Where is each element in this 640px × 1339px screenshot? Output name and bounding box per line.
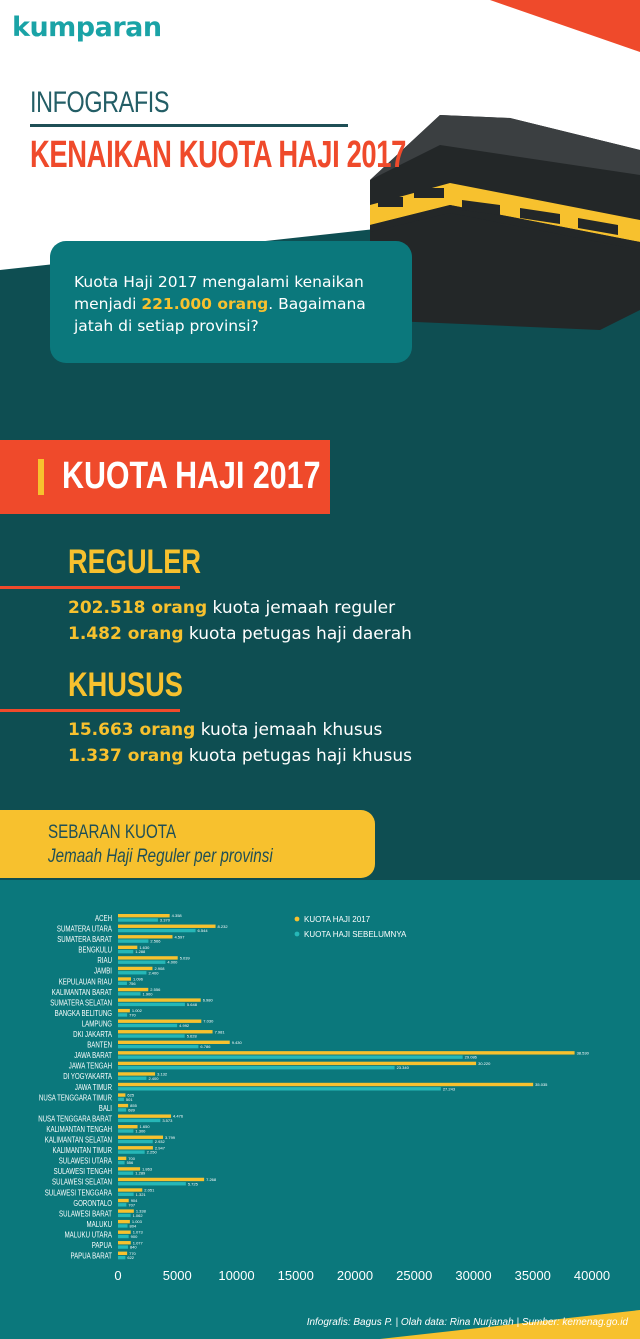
bar-value-label: 1.650 — [139, 1124, 150, 1130]
bar-value-label: 625 — [127, 1092, 135, 1098]
bar — [118, 1193, 134, 1196]
bar-value-label: 1.073 — [132, 1229, 143, 1235]
category-label: PAPUA BARAT — [70, 1250, 112, 1261]
category-label: JAWA BARAT — [74, 1050, 112, 1061]
chart-title: SEBARAN KUOTA — [48, 822, 177, 843]
category-label: SULAWESI TENGAH — [53, 1166, 112, 1177]
bar — [118, 1119, 160, 1122]
reguler-stat-1-text: kuota jemaah reguler — [207, 598, 396, 618]
x-tick-label: 40000 — [573, 1268, 611, 1284]
intro-highlight: 221.000 orang — [141, 295, 269, 313]
quota-bar-chart — [0, 880, 640, 1310]
category-label: BENGKULU — [78, 944, 112, 955]
bar-value-label: 7.981 — [214, 1029, 225, 1035]
khusus-stat-2-text: kuota petugas haji khusus — [183, 746, 412, 766]
bar-value-label: 4.992 — [179, 1023, 190, 1028]
bar-value-label: 770 — [129, 1250, 136, 1256]
bar-value-label: 1.338 — [135, 1208, 146, 1214]
category-label: KALIMANTAN SELATAN — [44, 1134, 112, 1145]
x-tick-label: 15000 — [277, 1268, 314, 1284]
bar — [118, 1003, 185, 1006]
bar-value-label: 3.370 — [159, 917, 170, 923]
bar — [118, 1256, 125, 1259]
bar-value-label: 770 — [129, 1012, 136, 1018]
reguler-stat-2-text: kuota petugas haji daerah — [183, 624, 412, 644]
legend-swatch — [295, 917, 300, 922]
legend-swatch — [295, 932, 300, 937]
bar-value-label: 1.003 — [131, 1219, 142, 1225]
bar — [118, 1083, 533, 1086]
x-tick-label: 20000 — [336, 1268, 374, 1284]
bar-value-label: 5.725 — [187, 1181, 198, 1187]
bar-value-label: 2.947 — [154, 1145, 165, 1151]
khusus-heading: KHUSUS — [68, 666, 183, 704]
bar-value-label: 2.400 — [148, 970, 159, 976]
bar-value-label: 1.288 — [135, 949, 146, 955]
bar-value-label: 35.035 — [535, 1082, 548, 1087]
bar — [118, 1235, 129, 1238]
khusus-stat-1 — [68, 720, 382, 740]
bar-value-label: 2.556 — [150, 987, 161, 993]
bar-value-label: 1.002 — [131, 1008, 142, 1014]
bar-value-label: 756 — [128, 980, 136, 986]
brand-logo[interactable]: kumparan — [12, 12, 162, 43]
category-label: KALIMANTAN TENGAH — [46, 1123, 112, 1135]
bar-value-label: 3.799 — [165, 1134, 176, 1140]
category-label: GORONTALO — [73, 1197, 112, 1209]
category-label: MALUKU — [86, 1218, 112, 1230]
bar-value-label: 7.268 — [206, 1176, 217, 1182]
title-divider — [30, 124, 348, 127]
category-label: RIAU — [97, 955, 112, 966]
bar — [118, 1203, 126, 1206]
bar — [118, 1066, 395, 1069]
bar-value-label: 1.300 — [135, 1128, 146, 1134]
bar-value-label: 4.476 — [173, 1113, 184, 1119]
khusus-stat-1-number: 15.663 orang — [68, 720, 196, 740]
bar-value-label: 4.358 — [171, 913, 182, 919]
bar — [118, 1140, 153, 1143]
bar — [118, 1172, 133, 1175]
bar — [118, 1062, 476, 1065]
bar — [118, 1224, 128, 1227]
bar — [118, 1209, 134, 1212]
category-label: NUSA TENGGARA BARAT — [38, 1113, 113, 1124]
intro-line-3: jatah di setiap provinsi? — [74, 317, 259, 335]
bar-value-label: 2.051 — [144, 1187, 155, 1193]
bar — [118, 1104, 128, 1107]
bar-value-label: 9.430 — [231, 1039, 242, 1045]
bar — [118, 1231, 131, 1234]
category-label: KEPULAUAN RIAU — [58, 976, 112, 987]
category-label: SULAWESI SELATAN — [52, 1176, 112, 1188]
category-label: BALI — [98, 1102, 112, 1114]
x-tick-label: 5000 — [162, 1268, 192, 1284]
category-label: DI YOGYAKARTA — [63, 1071, 112, 1082]
bar — [118, 1199, 129, 1202]
bar-value-label: 622 — [127, 1255, 135, 1261]
category-label: KALIMANTAN TIMUR — [52, 1145, 112, 1156]
bar-value-label: 3.573 — [162, 1117, 173, 1123]
bar — [118, 1161, 125, 1164]
intro-line-2 — [74, 293, 394, 315]
intro-line-2-suffix: . Bagaimana — [268, 295, 366, 313]
bar-value-label: 29.086 — [464, 1054, 477, 1060]
category-label: DKI JAKARTA — [73, 1029, 112, 1040]
bar-value-label: 27.243 — [442, 1086, 456, 1092]
bar — [118, 939, 148, 942]
reguler-stat-1 — [68, 598, 395, 618]
bar — [118, 1087, 441, 1090]
bar-value-label: 1.077 — [132, 1240, 143, 1246]
bar-value-label: 4.597 — [174, 934, 185, 940]
bar-value-label: 8.232 — [217, 923, 228, 929]
bar-value-label: 556 — [126, 1160, 134, 1166]
header-eyebrow: INFOGRAFIS — [30, 86, 170, 119]
bar — [118, 971, 146, 974]
bar — [118, 1024, 177, 1027]
intro-box — [50, 241, 412, 363]
intro-line-1: Kuota Haji 2017 mengalami kenaikan — [74, 273, 364, 291]
bar — [118, 1009, 130, 1012]
bar-value-label: 707 — [128, 1202, 136, 1208]
category-label: JAWA TENGAH — [68, 1060, 112, 1071]
category-label: LAMPUNG — [81, 1018, 112, 1029]
bar — [118, 967, 152, 970]
x-tick-label: 10000 — [218, 1268, 255, 1284]
bar — [118, 1030, 213, 1033]
category-label: BANGKA BELITUNG — [54, 1007, 112, 1019]
bar — [118, 1093, 125, 1096]
khusus-divider — [0, 709, 180, 712]
bar-value-label: 840 — [129, 1244, 137, 1250]
bar-value-label: 700 — [128, 1155, 135, 1161]
reguler-stat-2 — [68, 624, 412, 644]
bar-value-label: 1.630 — [139, 944, 150, 950]
reguler-divider — [0, 586, 180, 589]
bar-value-label: 855 — [130, 1103, 137, 1109]
bar-value-label: 6.786 — [200, 1044, 211, 1050]
bar-value-label: 1.289 — [135, 1170, 146, 1176]
category-label: SULAWESI TENGGARA — [44, 1187, 112, 1198]
legend-label: KUOTA HAJI SEBELUMNYA — [304, 930, 407, 939]
bar-value-label: 5.648 — [186, 1001, 197, 1007]
bar-value-label: 23.340 — [396, 1065, 409, 1071]
bar — [118, 1055, 463, 1058]
bar — [118, 992, 141, 995]
bar-value-label: 904 — [130, 1198, 138, 1204]
category-label: ACEH — [95, 912, 112, 924]
bar — [118, 1129, 133, 1132]
bar — [118, 1157, 126, 1160]
bar-value-label: 38.530 — [576, 1050, 589, 1056]
category-label: KALIMANTAN BARAT — [51, 986, 112, 998]
bar — [118, 1098, 124, 1101]
bar — [118, 982, 127, 985]
bar-value-label: 804 — [129, 1223, 137, 1229]
bar-value-label: 2.250 — [146, 1149, 157, 1155]
category-label: SUMATERA UTARA — [56, 923, 112, 934]
corner-accent — [490, 0, 640, 52]
legend-label: KUOTA HAJI 2017 — [304, 915, 371, 924]
credits: Infografis: Bagus P. | Olah data: Rina Nurjanah | Sumber: kemenag.go.id — [306, 1317, 628, 1328]
category-label: PAPUA — [91, 1240, 112, 1251]
bar-value-label: 1.900 — [142, 991, 153, 997]
page-title: KENAIKAN KUOTA HAJI 2017 — [30, 134, 406, 176]
category-label: MALUKU UTARA — [64, 1229, 112, 1240]
bar — [118, 1245, 128, 1248]
chart-subtitle: Jemaah Haji Reguler per provinsi — [48, 846, 273, 867]
bar-value-label: 2.932 — [154, 1139, 165, 1145]
bar — [118, 935, 172, 938]
bar — [118, 918, 158, 921]
bar — [118, 1034, 185, 1037]
bar-value-label: 4.000 — [167, 959, 178, 965]
bar-value-label: 2.400 — [148, 1075, 159, 1081]
bar — [118, 1241, 131, 1244]
x-tick-label: 30000 — [455, 1268, 492, 1284]
bar — [118, 1108, 126, 1111]
bar — [118, 1041, 230, 1044]
category-label: SULAWESI UTARA — [58, 1155, 112, 1166]
bar — [118, 1182, 186, 1185]
x-tick-label: 35000 — [514, 1268, 551, 1284]
bar-value-label: 6.544 — [197, 928, 208, 934]
bar-value-label: 2.908 — [154, 965, 165, 971]
reguler-stat-2-number: 1.482 orang — [68, 624, 184, 644]
x-tick-label: 25000 — [396, 1268, 433, 1284]
bar — [118, 929, 196, 932]
bar — [118, 1220, 130, 1223]
section-banner-accent — [38, 459, 44, 495]
bar-value-label: 2.566 — [150, 938, 161, 944]
reguler-heading: REGULER — [68, 543, 201, 581]
category-label: SULAWESI BARAT — [59, 1208, 112, 1219]
bar-value-label: 7.030 — [203, 1018, 214, 1024]
bar-value-label: 6.980 — [202, 997, 213, 1003]
bar-value-label: 5.628 — [186, 1033, 197, 1039]
bar — [118, 1077, 146, 1080]
bar — [118, 1045, 198, 1048]
bar-value-label: 1.863 — [142, 1166, 153, 1172]
bar-value-label: 689 — [128, 1107, 135, 1113]
bar-value-label: 501 — [125, 1096, 133, 1102]
category-label: JAMBI — [94, 965, 112, 977]
bar — [118, 950, 133, 953]
bar — [118, 1051, 575, 1054]
bar — [118, 1252, 127, 1255]
bar-value-label: 1.321 — [135, 1191, 146, 1197]
bar — [118, 1013, 127, 1016]
intro-line-2-prefix: menjadi — [74, 295, 142, 313]
bar-value-label: 1.062 — [132, 1212, 143, 1218]
khusus-stat-2-number: 1.337 orang — [68, 746, 184, 766]
khusus-stat-2 — [68, 746, 412, 766]
khusus-stat-1-text: kuota jemaah khusus — [195, 720, 383, 740]
bar-value-label: 5.039 — [179, 955, 190, 961]
bar-value-label: 1.096 — [132, 976, 144, 982]
category-label: BANTEN — [87, 1039, 112, 1050]
x-tick-label: 0 — [114, 1268, 122, 1284]
category-label: SUMATERA BARAT — [57, 934, 112, 945]
category-label: SUMATERA SELATAN — [50, 997, 112, 1008]
category-label: NUSA TENGGARA TIMUR — [38, 1092, 112, 1103]
bar-value-label: 900 — [130, 1234, 138, 1239]
section-title: KUOTA HAJI 2017 — [62, 455, 321, 497]
category-label: JAWA TIMUR — [74, 1081, 112, 1093]
bar — [118, 1150, 145, 1153]
bar-value-label: 30.220 — [478, 1060, 491, 1066]
bar-value-label: 3.132 — [157, 1071, 168, 1077]
reguler-stat-1-number: 202.518 orang — [68, 598, 208, 618]
bar — [118, 961, 165, 964]
bar — [118, 1214, 131, 1217]
